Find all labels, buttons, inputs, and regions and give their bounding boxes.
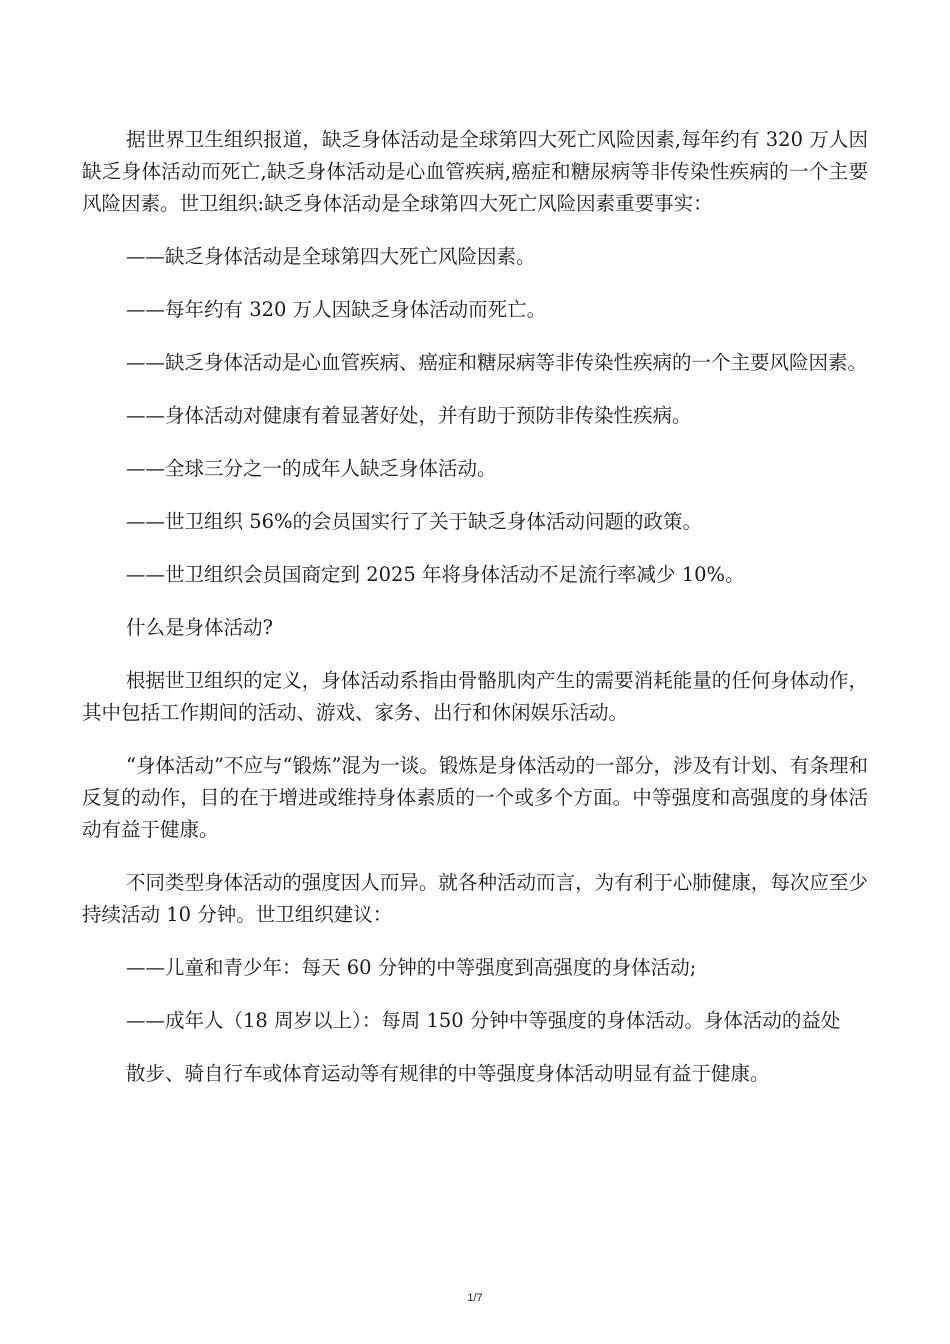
fact-item: ——全球三分之一的成年人缺乏身体活动。 [126, 457, 497, 480]
benefits-paragraph: 散步、骑自行车或体育运动等有规律的中等强度身体活动明显有益于健康。 [126, 1062, 770, 1085]
intensity-paragraph: 不同类型身体活动的强度因人而异。就各种活动而言，为有利于心肺健康，每次应至少持续活动 10 分钟。世卫组织建议： [82, 871, 868, 926]
fact-item: ——身体活动对健康有着显著好处，并有助于预防非传染性疾病。 [126, 404, 692, 427]
fact-item: ——每年约有 320 万人因缺乏身体活动而死亡。 [126, 298, 547, 321]
recommendation-item: ——儿童和青少年：每天 60 分钟的中等强度到高强度的身体活动; [126, 956, 697, 979]
document-body [82, 124, 868, 1111]
fact-item: ——缺乏身体活动是全球第四大死亡风险因素。 [126, 245, 536, 268]
recommendation-item: ——成年人（18 周岁以上）：每周 150 分钟中等强度的身体活动。身体活动的益处 [126, 1009, 841, 1032]
page-number: 1/7 [467, 1292, 483, 1304]
definition-paragraph: 根据世卫组织的定义，身体活动系指由骨骼肌肉产生的需要消耗能量的任何身体动作，其中包括工作期间的活动、游戏、家务、出行和休闲娱乐活动。 [82, 669, 868, 724]
section-question: 什么是身体活动? [126, 616, 273, 639]
fact-item: ——世卫组织会员国商定到 2025 年将身体活动不足流行率减少 10%。 [126, 563, 745, 586]
fact-item: ——缺乏身体活动是心血管疾病、癌症和糖尿病等非传染性疾病的一个主要风险因素。 [126, 351, 868, 374]
exercise-distinction-paragraph: “身体活动”不应与“锻炼”混为一谈。锻炼是身体活动的一部分，涉及有计划、有条理和反复的动作，目的在于增进或维持身体素质的一个或多个方面。中等强度和高强度的身体活动有益于健康。 [82, 754, 868, 841]
intro-paragraph: 据世界卫生组织报道，缺乏身体活动是全球第四大死亡风险因素,每年约有 320 万人因缺乏身体活动而死亡,缺乏身体活动是心血管疾病,癌症和糖尿病等非传染性疾病的一个主要风险因素。世卫组织:缺乏身体活动是全球第四大死亡风险因素重要事实： [82, 128, 868, 215]
fact-item: ——世卫组织 56%的会员国实行了关于缺乏身体活动问题的政策。 [126, 510, 703, 533]
